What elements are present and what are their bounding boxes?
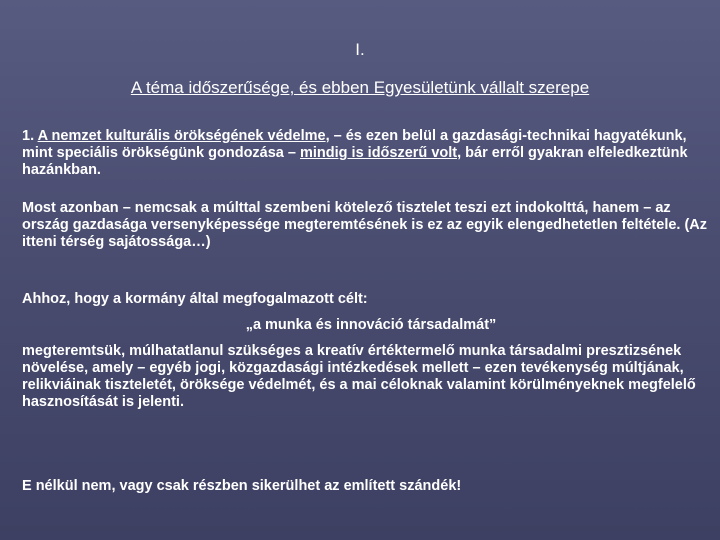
section-title: A téma időszerűsége, és ebben Egyesületünk vállalt szerepe	[130, 78, 590, 97]
underlined-phrase-timely: mindig is időszerű volt,	[300, 145, 462, 161]
paragraph-economy: Most azonban – nemcsak a múlttal szembeni kötelező tisztelet teszi ezt indokolttá, hanem – az ország gazdasága versenyképessége megteremtésének is ez az egyik elengedhetetlen feltétele. (Az itteni térség sajátossága…)	[22, 200, 708, 250]
paragraph-prefix: 1.	[22, 128, 38, 144]
paragraph-conclusion: E nélkül nem, vagy csak részben sikerülhet az említett szándék!	[22, 478, 462, 494]
paragraph-goal-details: megteremtsük, múlhatatlanul szükséges a kreatív értéktermelő munka társadalmi presztizsének növelése, amely – egyéb jogi, közgazdasági intézkedések mellett – ezen tevékenység múltjának, relikviáinak tiszteletét, öröksége védelmét, és a mai céloknak valamint körülményeknek megfelelő hasznosítását is jelenti.	[22, 343, 696, 410]
paragraph-heritage	[22, 128, 712, 179]
paragraph-suffix: bár erről gyakran elfeledkeztünk hazánkban.	[22, 145, 688, 178]
underlined-phrase-heritage: A nemzet kulturális örökségének védelme	[37, 128, 326, 144]
paragraph-middle: , – és ezen belül a gazdasági-technikai hagyatékunk, mint speciális örökségünk gondozása –	[22, 128, 687, 161]
section-number: I.	[355, 40, 365, 59]
goal-quote: „a munka és innováció társadalmát”	[245, 317, 497, 333]
paragraph-goal-intro: Ahhoz, hogy a kormány által megfogalmazott célt:	[22, 291, 368, 307]
